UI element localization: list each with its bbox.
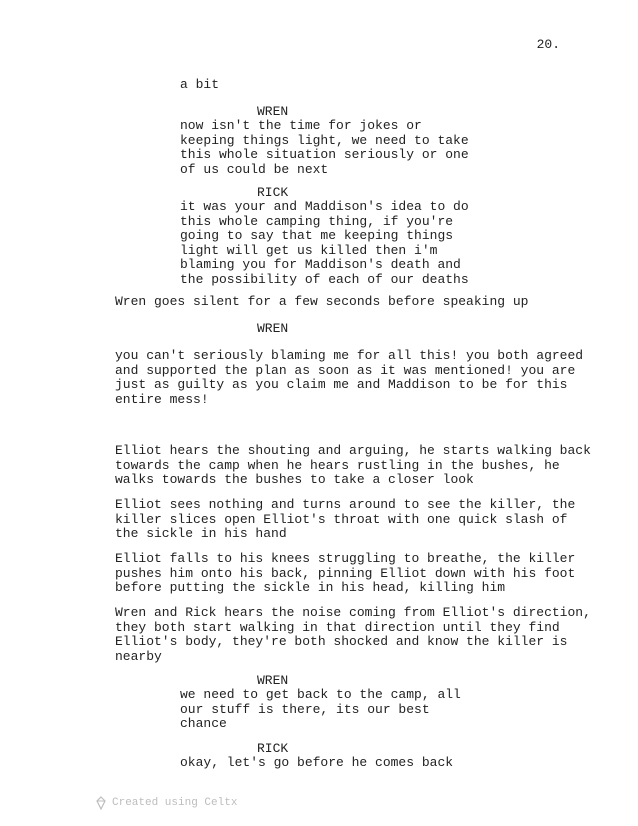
character-name: WREN xyxy=(257,104,289,119)
action-line: Wren and Rick hears the noise coming from Elliot's direction, they both start walking in that direction until they find Elliot's body, they're both shocked and know the killer is nearby xyxy=(115,605,591,664)
action-line: Elliot falls to his knees struggling to breathe, the killer pushes him onto his back, pinning Elliot down with his foot before putting the sickle in his head, killing him xyxy=(115,551,576,596)
dialogue-line: a bit xyxy=(180,77,220,92)
character-name: RICK xyxy=(257,741,289,756)
page-number: 20. xyxy=(536,37,560,52)
action-line: Elliot sees nothing and turns around to see the killer, the killer slices open Elliot's throat with one quick slash of the sickle in his hand xyxy=(115,497,576,542)
character-name: WREN xyxy=(257,673,289,688)
character-name: RICK xyxy=(257,185,289,200)
footer xyxy=(96,796,237,810)
action-line: Elliot hears the shouting and arguing, he starts walking back towards the camp when he hears rustling in the bushes, he walks towards the bushes to take a closer look xyxy=(115,443,591,488)
action-line: Wren goes silent for a few seconds before speaking up xyxy=(115,294,529,309)
dialogue-line: we need to get back to the camp, all our stuff is there, its our best chance xyxy=(180,687,461,732)
footer-text: Created using Celtx xyxy=(112,797,238,809)
dialogue-line: now isn't the time for jokes or keeping things light, we need to take this whole situation seriously or one of us could be next xyxy=(180,118,469,177)
action-line: you can't seriously blaming me for all this! you both agreed and supported the plan as soon as it was mentioned! you are just as guilty as you claim me and Maddison to be for this entire mess! xyxy=(115,348,584,407)
dialogue-line: it was your and Maddison's idea to do this whole camping thing, if you're going to say that me keeping things light will get us killed then i'm blaming you for Maddison's death and the possibility of each of our deaths xyxy=(180,199,469,287)
celtx-logo-icon xyxy=(96,796,106,810)
dialogue-line: okay, let's go before he comes back xyxy=(180,755,454,770)
character-name: WREN xyxy=(257,321,289,336)
